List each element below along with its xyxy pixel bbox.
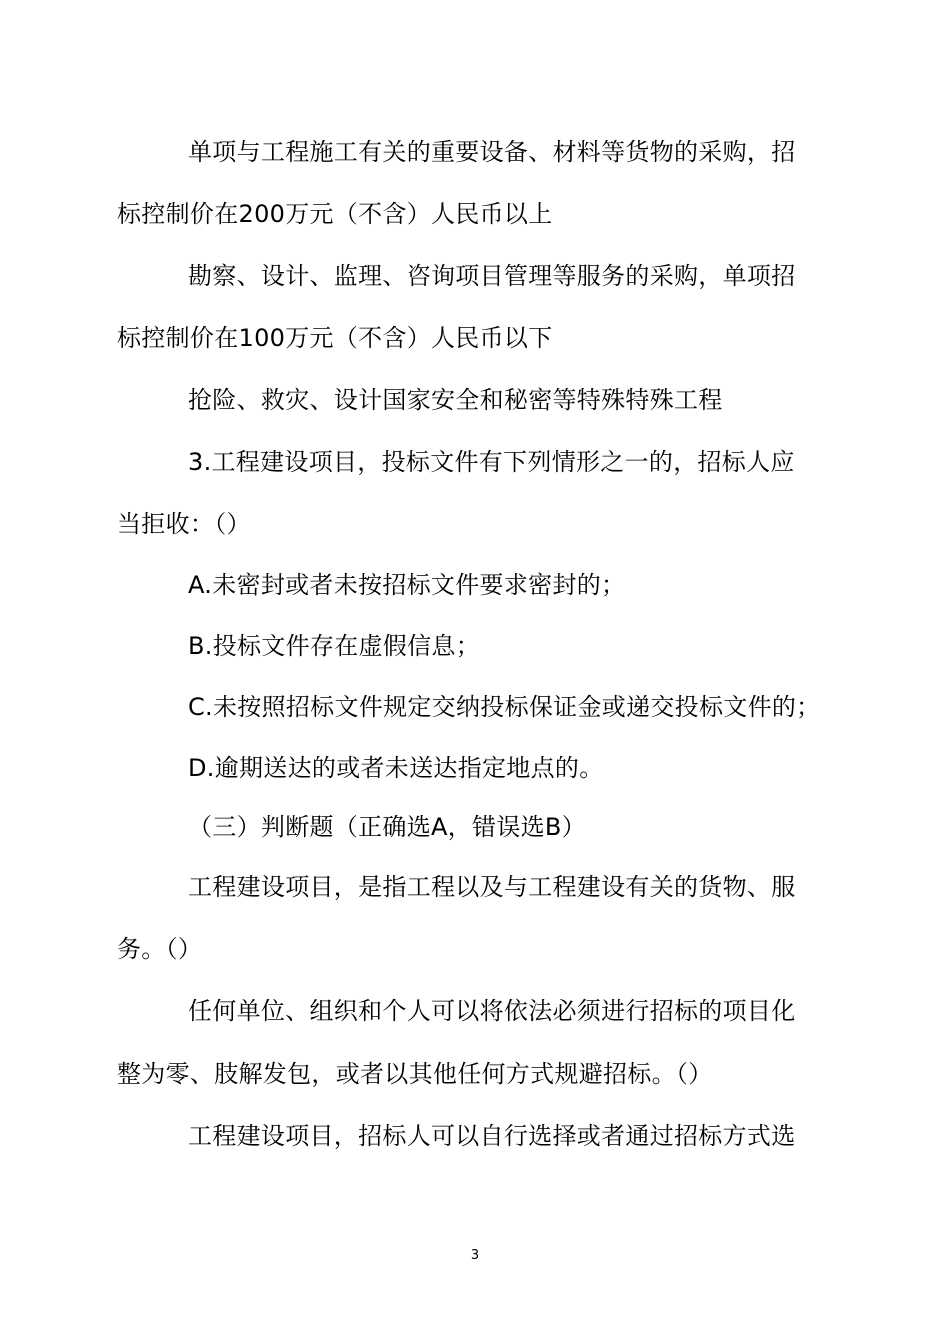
question-line: 任何单位、组织和个人可以将依法必须进行招标的项目化	[188, 997, 796, 1025]
question-line: 整为零、肢解发包，或者以其他任何方式规避招标。（）	[117, 1060, 713, 1088]
question-line: 工程建设项目，是指工程以及与工程建设有关的货物、服	[188, 873, 796, 901]
option-d: D.逾期送达的或者未送达指定地点的。	[188, 754, 604, 782]
section-heading: （三）判断题（正确选A，错误选B）	[188, 813, 586, 841]
paragraph-line: 标控制价在100万元（不含）人民币以下	[117, 324, 553, 352]
question-line: 当拒收：（）	[117, 510, 251, 538]
paragraph-line: 标控制价在200万元（不含）人民币以上	[117, 200, 553, 228]
paragraph-line: 抢险、救灾、设计国家安全和秘密等特殊特殊工程	[188, 386, 723, 414]
paragraph-line: 勘察、设计、监理、咨询项目管理等服务的采购，单项招	[188, 262, 796, 290]
page-number: 3	[470, 1248, 480, 1263]
option-c: C.未按照招标文件规定交纳投标保证金或递交投标文件的；	[188, 693, 821, 721]
option-a: A.未密封或者未按招标文件要求密封的；	[188, 571, 626, 599]
question-line: 务。（）	[117, 935, 203, 963]
option-b: B.投标文件存在虚假信息；	[188, 632, 480, 660]
question-line: 3.工程建设项目，投标文件有下列情形之一的，招标人应	[188, 448, 795, 476]
paragraph-line: 单项与工程施工有关的重要设备、材料等货物的采购，招	[188, 138, 796, 166]
question-line: 工程建设项目，招标人可以自行选择或者通过招标方式选	[188, 1122, 796, 1150]
